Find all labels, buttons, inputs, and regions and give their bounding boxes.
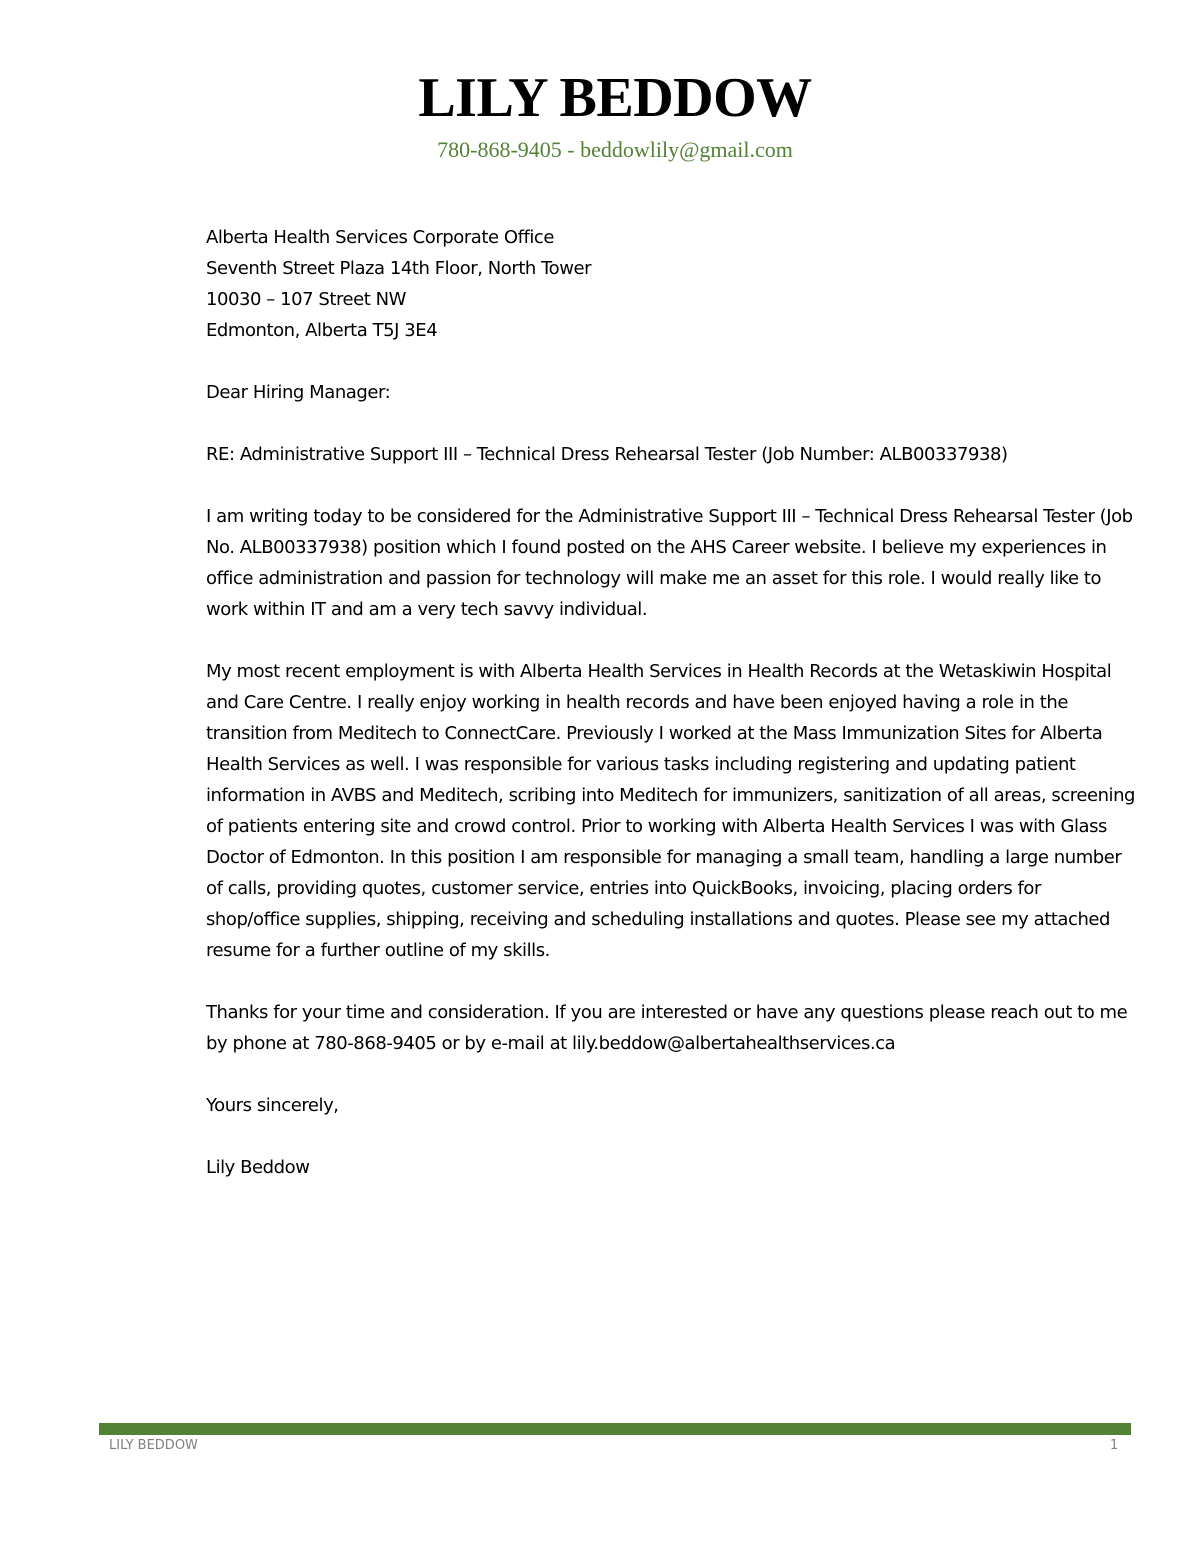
page-number: 1	[1110, 1438, 1119, 1453]
paragraph-closing: Thanks for your time and consideration. If you are interested or have any questions please reach out to me by phone at 780-868-9405 or by e-mail at lily.beddow@albertahealthservices.ca	[206, 1002, 1128, 1054]
recipient-address	[206, 222, 1136, 346]
letterhead	[0, 66, 1200, 164]
paragraph-experience: My most recent employment is with Alberta Health Services in Health Records at the Wetaskiwin Hospital and Care Centre. I really enjoy working in health records and have been enjoyed having a role in the transition from Meditech to ConnectCare. Previously I worked at the Mass Immunization Sites for Alberta Health Services as well. I was responsible for various tasks including registering and updating patient information in AVBS and Meditech, scribing into Meditech for immunizers, sanitization of all areas, screening of patients entering site and crowd control. Prior to working with Alberta Health Services I was with Glass Doctor of Edmonton. In this position I am responsible for managing a small team, handling a large number of calls, providing quotes, customer service, entries into QuickBooks, invoicing, placing orders for shop/office supplies, shipping, receiving and scheduling installations and quotes. Please see my attached resume for a further outline of my skills.	[206, 661, 1136, 961]
closing: Yours sincerely,	[206, 1095, 339, 1116]
footer-name: LILY BEDDOW	[109, 1438, 198, 1453]
subject-line: RE: Administrative Support III – Technical Dress Rehearsal Tester (Job Number: ALB00337938)	[206, 444, 1008, 465]
recipient-line: Alberta Health Services Corporate Office	[206, 227, 554, 248]
recipient-line: Seventh Street Plaza 14th Floor, North Tower	[206, 258, 592, 279]
contact-info: 780-868-9405 - beddowlily@gmail.com	[437, 137, 793, 162]
salutation: Dear Hiring Manager:	[206, 382, 391, 403]
letter-body	[206, 222, 1136, 1183]
applicant-name: LILY BEDDOW	[418, 67, 812, 129]
signature: Lily Beddow	[206, 1157, 310, 1178]
paragraph-intro: I am writing today to be considered for the Administrative Support III – Technical Dress Rehearsal Tester (Job No. ALB00337938) position which I found posted on the AHS Career website. I believe my experiences in office administration and passion for technology will make me an asset for this role. I would really like to work within IT and am a very tech savvy individual.	[206, 506, 1133, 620]
recipient-line: 10030 – 107 Street NW	[206, 289, 407, 310]
recipient-line: Edmonton, Alberta T5J 3E4	[206, 320, 438, 341]
footer-bar	[99, 1423, 1131, 1435]
